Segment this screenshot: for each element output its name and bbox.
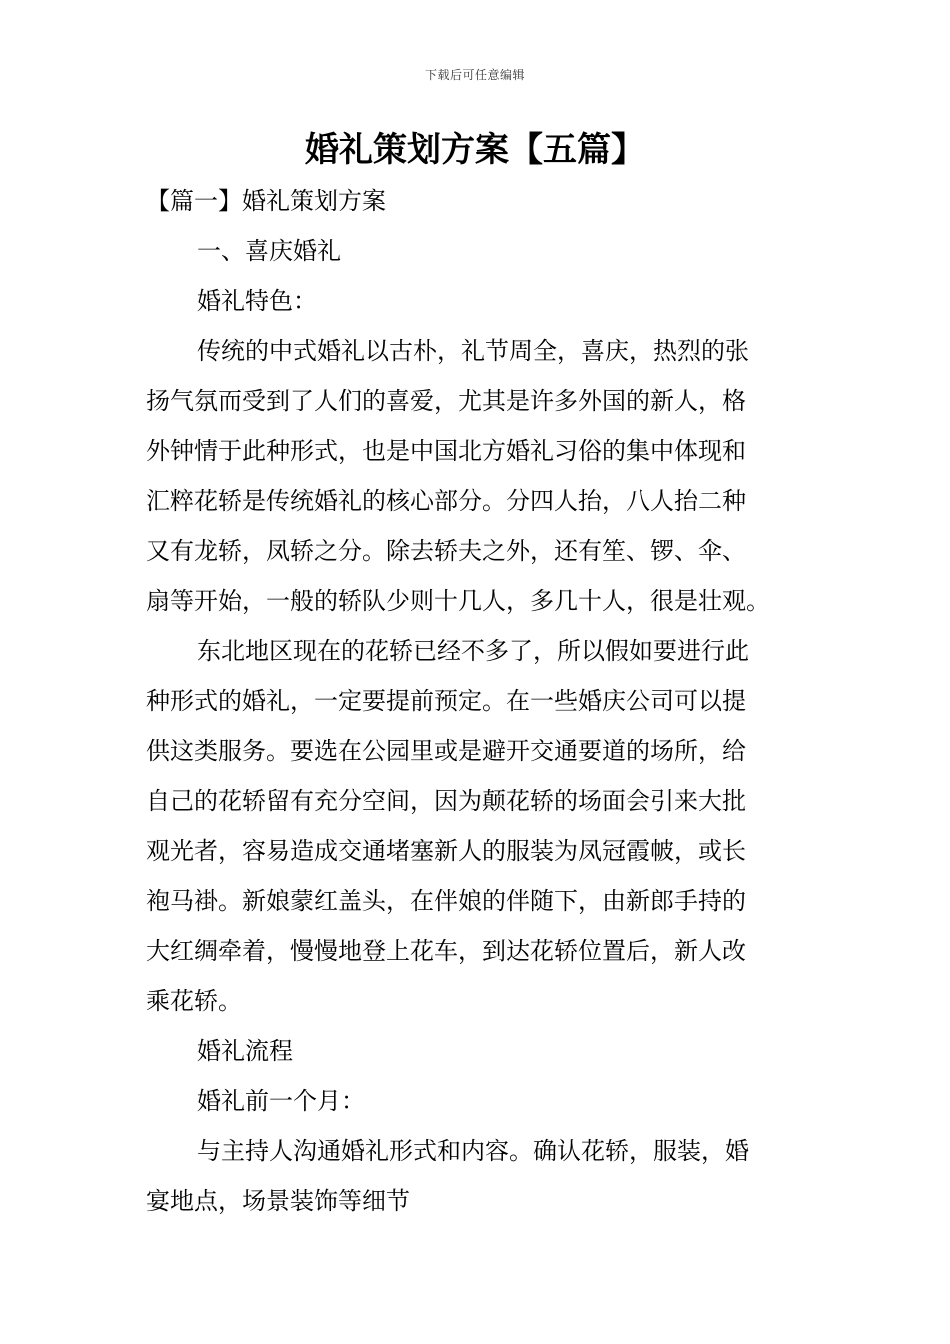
text-line: 扬气氛而受到了人们的喜爱，尤其是许多外国的新人，格	[146, 387, 746, 415]
text-line: 婚礼流程	[197, 1037, 293, 1065]
text-line: 观光者，容易造成交通堵塞新人的服装为凤冠霞帔，或长	[146, 837, 746, 865]
text-line: 婚礼前一个月：	[197, 1087, 365, 1115]
header-note: 下载后可任意编辑	[424, 68, 525, 82]
document-title: 婚礼策划方案【五篇】	[305, 130, 645, 170]
text-line: 袍马褂。新娘蒙红盖头，在伴娘的伴随下，由新郎手持的	[146, 887, 746, 915]
text-line: 扇等开始，一般的轿队少则十几人，多几十人，很是壮观。	[146, 587, 770, 615]
text-line: 自己的花轿留有充分空间，因为颠花轿的场面会引来大批	[146, 787, 746, 815]
text-line: 【篇一】婚礼策划方案	[146, 187, 386, 215]
text-line: 乘花轿。	[146, 987, 242, 1015]
text-line: 一、喜庆婚礼	[197, 237, 341, 265]
text-line: 东北地区现在的花轿已经不多了，所以假如要进行此	[197, 637, 749, 665]
text-line: 汇粹花轿是传统婚礼的核心部分。分四人抬，八人抬二种	[146, 487, 746, 515]
text-line: 供这类服务。要选在公园里或是避开交通要道的场所，给	[146, 737, 746, 765]
text-line: 又有龙轿，凤轿之分。除去轿夫之外，还有笙、锣、伞、	[146, 537, 746, 565]
text-line: 宴地点，场景装饰等细节	[146, 1187, 410, 1215]
text-line: 传统的中式婚礼以古朴，礼节周全，喜庆，热烈的张	[197, 337, 749, 365]
text-line: 与主持人沟通婚礼形式和内容。确认花轿，服装，婚	[197, 1137, 749, 1165]
document-body	[146, 176, 806, 1226]
text-line: 婚礼特色：	[197, 287, 317, 315]
text-line: 外钟情于此种形式，也是中国北方婚礼习俗的集中体现和	[146, 437, 746, 465]
text-line: 种形式的婚礼，一定要提前预定。在一些婚庆公司可以提	[146, 687, 746, 715]
text-line: 大红绸牵着，慢慢地登上花车，到达花轿位置后，新人改	[146, 937, 746, 965]
